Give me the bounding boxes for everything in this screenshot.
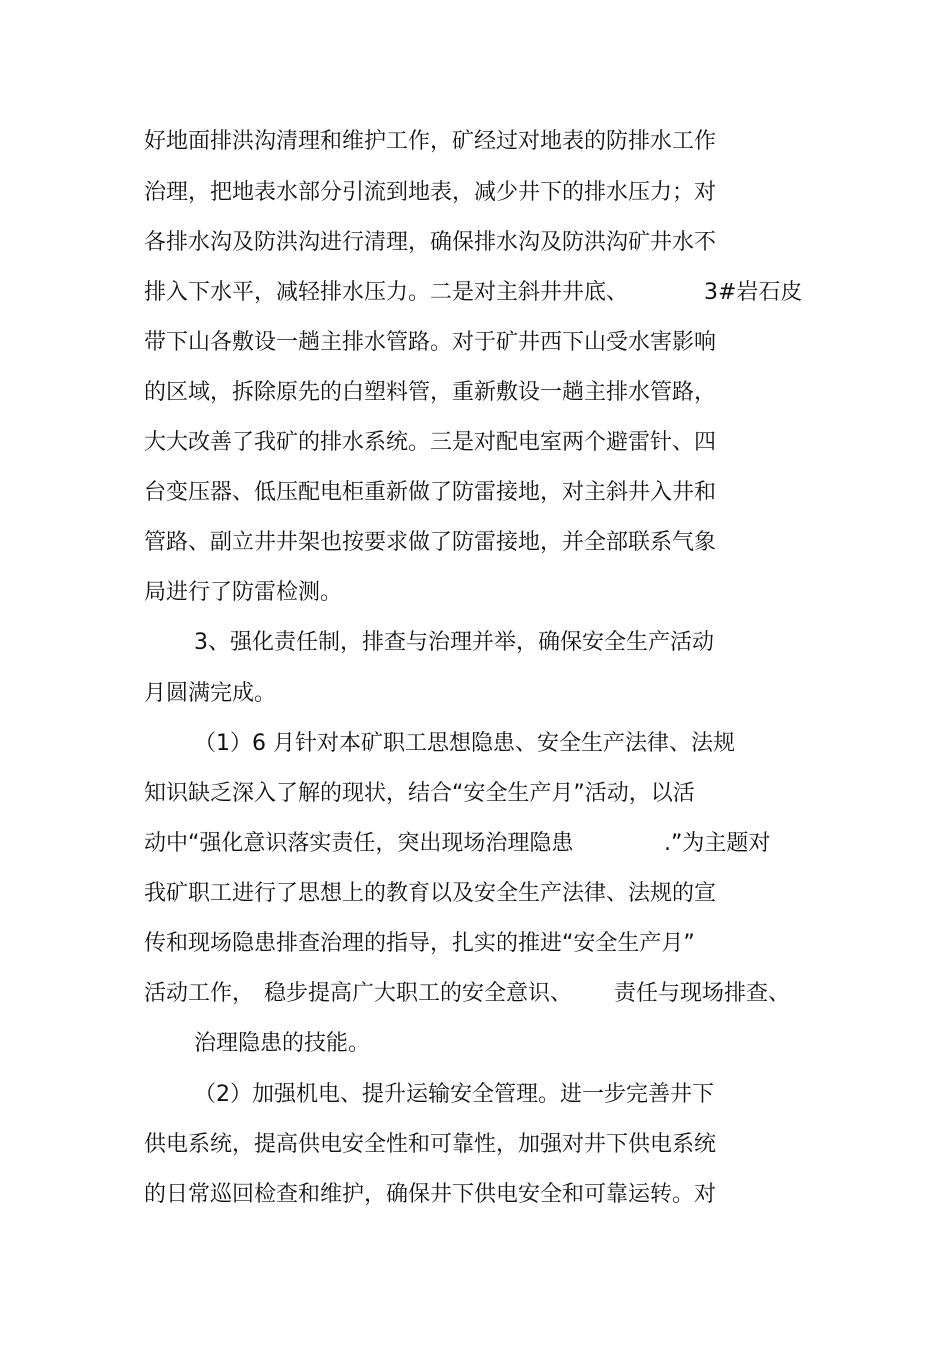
text-line: 的区域，拆除原先的白塑料管，重新敷设一趟主排水管路，: [144, 380, 717, 405]
text-line-fragment: 稳步提高广大职工的安全意识、: [264, 981, 573, 1006]
text-line: 月圆满完成。: [144, 681, 277, 706]
text-line: 好地面排洪沟清理和维护工作，矿经过对地表的防排水工作: [144, 129, 717, 154]
text-line: 台变压器、低压配电柜重新做了防雷接地，对主斜井入井和: [144, 480, 717, 505]
text-line: 我矿职工进行了思想上的教育以及安全生产法律、法规的宣: [144, 881, 717, 906]
text-line: 管路、副立井井架也按要求做了防雷接地，并全部联系气象: [144, 530, 717, 555]
text-line-fragment: 责任与现场排查、: [614, 981, 791, 1006]
text-line: 动中“强化意识落实责任，突出现场治理隐患: [144, 831, 574, 856]
text-line: 知识缺乏深入了解的现状，结合“安全生产月”活动，以活: [144, 781, 695, 806]
paragraph-start: （1）6 月针对本矿职工思想隐患、安全生产法律、法规: [194, 731, 735, 756]
text-line: 治理，把地表水部分引流到地表，减少井下的排水压力；对: [144, 180, 717, 205]
text-line: 传和现场隐患排查治理的指导，扎实的推进“安全生产月”: [144, 931, 695, 956]
text-line: 局进行了防雷检测。: [144, 580, 343, 605]
text-line: 供电系统，提高供电安全性和可靠性，加强对井下供电系统: [144, 1132, 717, 1157]
text-line: 治理隐患的技能。: [194, 1031, 371, 1056]
text-line-fragment: 3#岩石皮: [704, 280, 803, 305]
text-line: 排入下水平，减轻排水压力。二是对主斜井井底、: [144, 280, 629, 305]
text-line: 活动工作，: [144, 981, 255, 1006]
text-line-fragment: .”为主题对: [664, 831, 771, 856]
paragraph-start: （2）加强机电、提升运输安全管理。进一步完善井下: [194, 1082, 714, 1107]
section-heading: 3、强化责任制，排查与治理并举，确保安全生产活动: [194, 630, 714, 655]
text-line: 大大改善了我矿的排水系统。三是对配电室两个避雷针、四: [144, 430, 717, 455]
text-line: 各排水沟及防洪沟进行清理，确保排水沟及防洪沟矿井水不: [144, 230, 717, 255]
text-line: 的日常巡回检查和维护，确保井下供电安全和可靠运转。对: [144, 1182, 717, 1207]
text-line: 带下山各敷设一趟主排水管路。对于矿井西下山受水害影响: [144, 330, 717, 355]
